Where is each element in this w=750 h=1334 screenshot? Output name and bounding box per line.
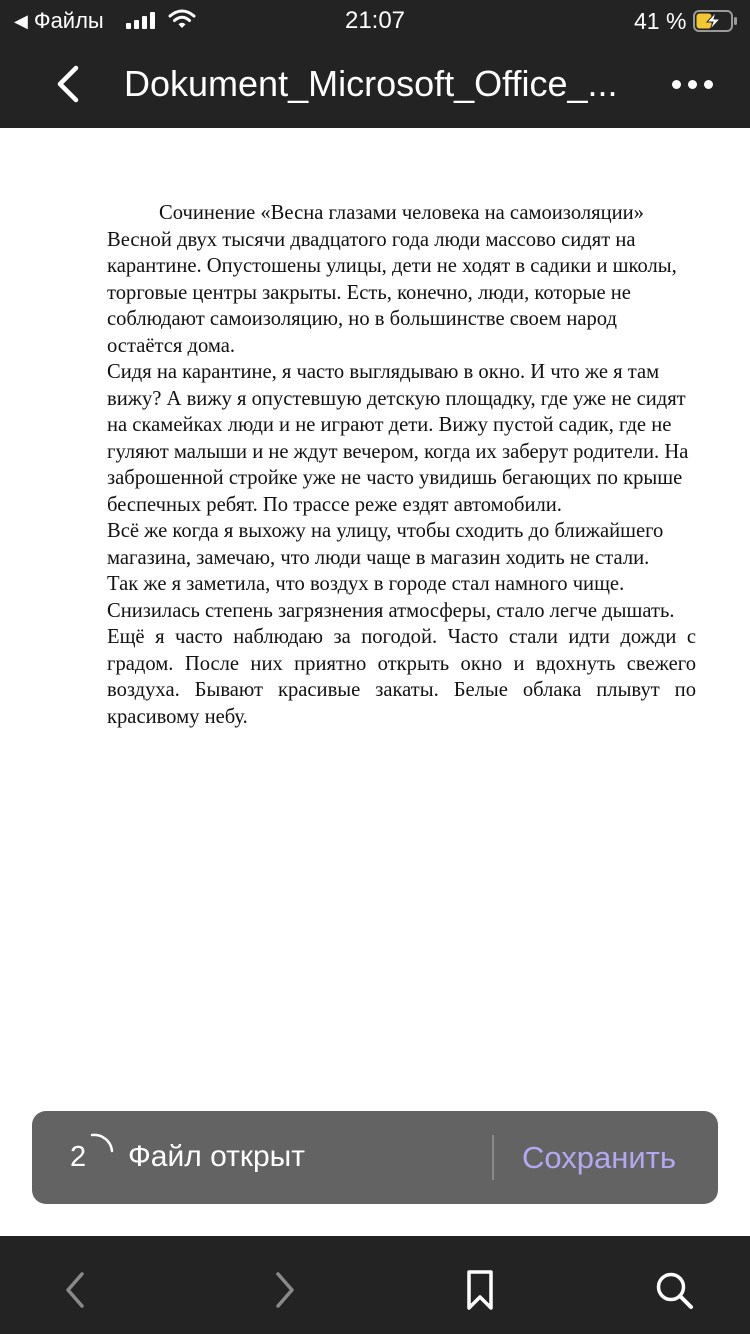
bookmark-icon[interactable] [460, 1270, 500, 1310]
document-heading: Сочинение «Весна глазами человека на самоизоляции» [159, 202, 644, 224]
back-triangle-icon: ◀ [14, 10, 28, 31]
bottom-toolbar [0, 1236, 750, 1334]
toast-divider [492, 1135, 494, 1180]
toast-message: Файл открыт [128, 1140, 305, 1173]
countdown-arc-icon [86, 1131, 116, 1161]
paragraph: Весной двух тысячи двадцатого года люди массово сидят на карантине. Опустошены улицы, дети не ходят в садики и школы, торговые центры закрыты. Есть, конечно, люди, которые не соблюдают самоизоляцию, но в большинстве своем народ остаётся дома. [107, 228, 677, 357]
search-icon[interactable] [654, 1270, 694, 1310]
battery-charging-icon [693, 10, 739, 32]
arrow-left-icon[interactable] [56, 1270, 96, 1310]
clock: 21:07 [344, 7, 406, 34]
countdown-number: 2 [70, 1141, 87, 1173]
file-opened-toast [32, 1111, 718, 1204]
document-body [107, 200, 696, 730]
arrow-right-icon[interactable] [264, 1270, 304, 1310]
status-bar [0, 0, 750, 42]
battery-percent: 41 % [634, 8, 687, 34]
document-title: Dokument_Microsoft_Office_... [124, 63, 618, 104]
chevron-left-icon[interactable] [52, 64, 84, 104]
countdown-indicator [70, 1137, 114, 1177]
paragraph: Ещё я часто наблюдаю за погодой. Часто стали идти дожди с градом. После них приятно открыть окно и вдохнуть свежего воздуха. Бывают красивые закаты. Белые облака плывут по красивому небу. [107, 626, 696, 728]
paragraph: Так же я заметила, что воздух в городе стал намного чище. Снизилась степень загрязнения атмосферы, стало легче дышать. [107, 573, 675, 622]
paragraph: Всё же когда я выхожу на улицу, чтобы сходить до ближайшего магазина, замечаю, что люди чаще в магазин ходить не стали. [107, 520, 664, 569]
paragraph: Сидя на карантине, я часто выглядываю в окно. И что же я там вижу? А вижу я опустевшую детскую площадку, где уже не сидят на скамейках люди и не играют дети. Вижу пустой садик, где не гуляют малыши и не ждут вечером, когда их заберут родители. На заброшенной стройке уже не часто увидишь бегающих по крыше беспечных ребят. По трассе реже ездят автомобили. [107, 361, 689, 516]
back-app-label: Файлы [33, 8, 104, 33]
ellipsis-icon[interactable] [672, 72, 716, 96]
save-button[interactable]: Сохранить [522, 1140, 677, 1175]
top-bar [0, 0, 750, 128]
